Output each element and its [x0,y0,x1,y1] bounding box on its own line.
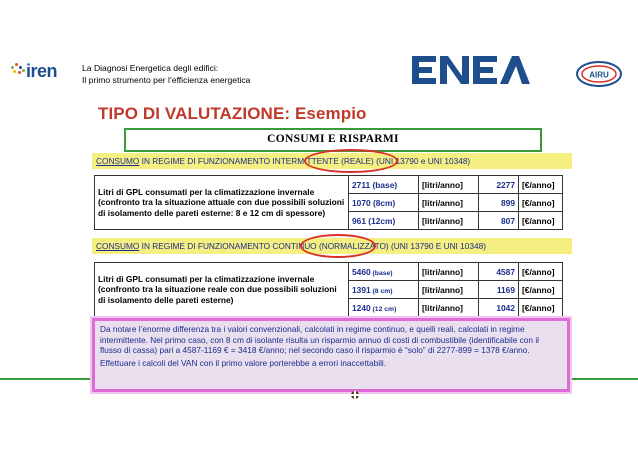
value-cell [349,299,419,317]
value-cell: 1169 [479,281,519,299]
unit-cell: [€/anno] [519,194,563,212]
highlight-ellipse-intermittente [304,149,398,173]
slide-title: TIPO DI VALUTAZIONE: Esempio [98,104,367,123]
value-main: 5460 [352,266,371,277]
section1-description: Litri di GPL consumati per la climatizzazione invernale (confronto tra la situazione attuale con due possibili soluzioni di isolamento delle pareti esterne: 8 e 12 cm di spessore) [95,176,349,230]
iren-logo [10,60,62,82]
value-cell: 807 [479,212,519,230]
footer-marker-icon [350,390,360,400]
unit-cell: [€/anno] [519,212,563,230]
unit-cell: [litri/anno] [419,281,479,299]
airu-logo [575,60,623,88]
value-cell: 4587 [479,263,519,281]
iren-logo-text: iren [26,61,58,81]
section2-heading-norm: (NORMALIZZATO) (UNI 13790 E UNI 10348) [316,241,487,251]
unit-cell: [€/anno] [519,263,563,281]
unit-cell: [€/anno] [519,176,563,194]
section2-table [94,262,563,317]
note-paragraph-1: Da notare l’enorme differenza tra i valori convenzionali, calcolati in regime continuo, e quelli reali, calcolati in regime intermittente. Nel primo caso, con 8 cm di isolante risulta un risparmio annuo di costi di combustibile (identificabile con il flusso di cassa) pari a 4587-1169 € = 3418 €/anno; nel secondo caso il risparmio è “solo” di 2277-899 = 1378 €/anno. [100,324,540,356]
unit-cell: [litri/anno] [419,299,479,317]
value-cell: 1042 [479,299,519,317]
iren-dots-icon [10,60,26,80]
highlight-ellipse-continuo [300,234,376,258]
note-box [92,318,570,392]
table-row [95,263,563,281]
unit-cell: [€/anno] [519,281,563,299]
unit-cell: [litri/anno] [419,176,479,194]
value-cell: 2277 [479,176,519,194]
unit-cell: [litri/anno] [419,212,479,230]
header-subtitle-line2: Il primo strumento per l’efficienza energetica [82,75,251,85]
value-note: (8 cm) [370,287,393,295]
value-cell: 899 [479,194,519,212]
frame-label: CONSUMI E RISPARMI [267,133,399,145]
header-subtitle-line1: La Diagnosi Energetica degli edifici: [82,63,219,73]
enea-logo [412,54,530,86]
section2-heading-mid: IN REGIME DI FUNZIONAMENTO [139,241,273,251]
table-row [95,176,563,194]
value-main: 1240 [352,302,371,313]
value-note: (base) [370,269,393,277]
header-subtitle [82,62,250,86]
section1-heading-consumo: CONSUMO [96,156,140,166]
section1-heading-highlight: INTERMITTENTE [272,156,339,166]
section1-table [94,175,563,230]
value-cell: 961 (12cm) [349,212,419,230]
unit-cell: [litri/anno] [419,194,479,212]
value-cell: 2711 (base) [349,176,419,194]
unit-cell: [€/anno] [519,299,563,317]
section1-heading-norm: (REALE) (UNI 13790 e UNI 10348) [338,156,471,166]
section1-heading-mid: IN REGIME DI FUNZIONAMENTO [139,156,273,166]
note-paragraph-2: Effettuare i calcoli del VAN con il primo valore porterebbe a errori inaccettabili. [100,357,387,368]
airu-logo-text: AIRU [589,70,609,80]
section2-heading-highlight: CONTINUO [272,241,317,251]
section-frame [124,128,542,152]
section2-heading-consumo: CONSUMO [96,241,140,251]
value-cell: 1070 (8cm) [349,194,419,212]
value-main: 1391 [352,284,371,295]
value-note: (12 cm) [370,305,397,313]
value-cell [349,281,419,299]
value-cell [349,263,419,281]
unit-cell: [litri/anno] [419,263,479,281]
section2-description: Litri di GPL consumati per la climatizzazione invernale (confronto tra la situazione reale con due possibili soluzioni di isolamento delle pareti esterne) [95,263,349,317]
